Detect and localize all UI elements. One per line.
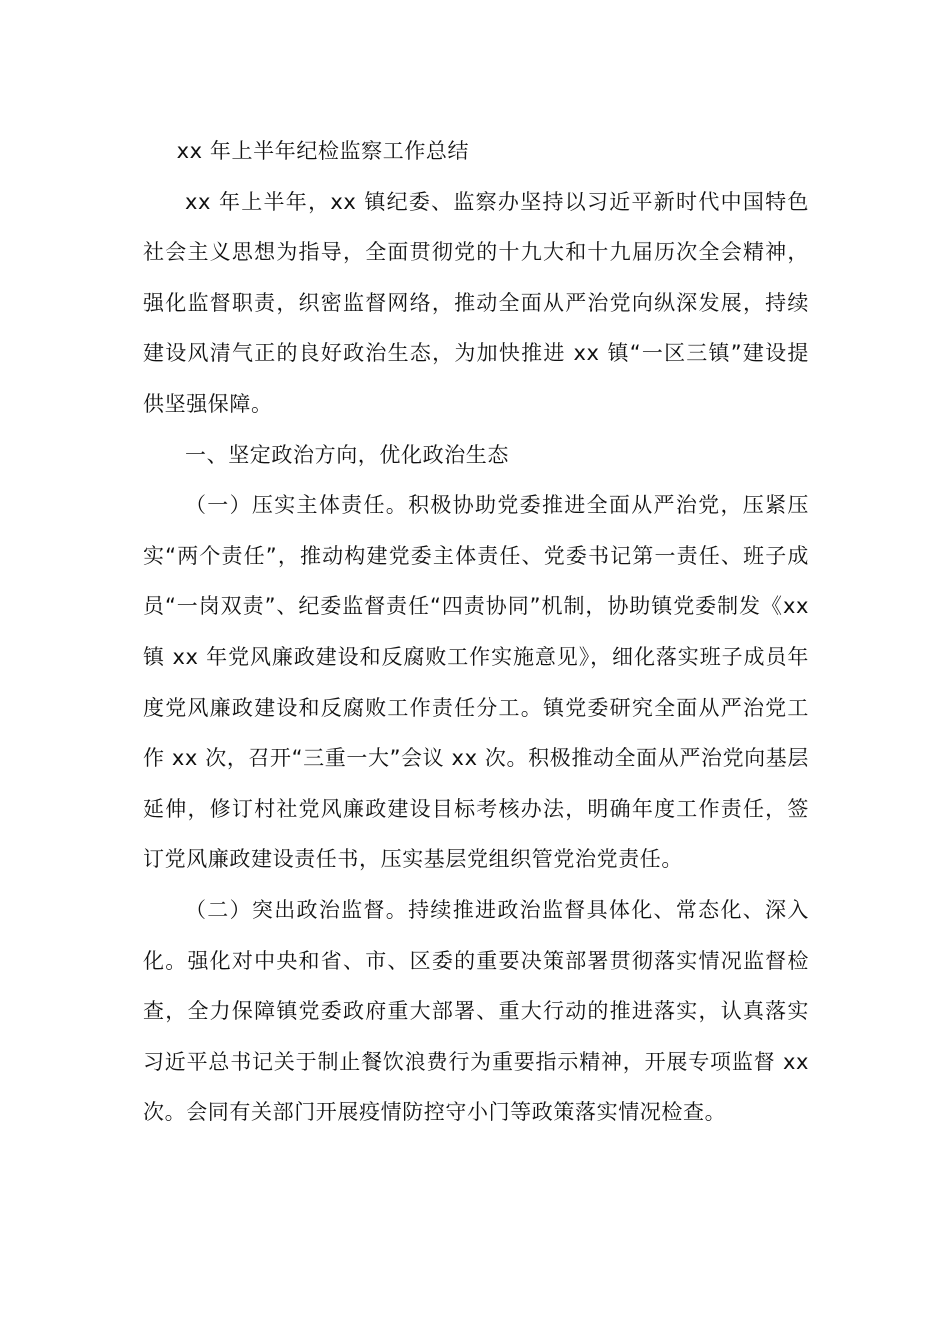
section-heading: 一、坚定政治方向，优化政治生态	[185, 442, 509, 467]
document-title: xx 年上半年纪检监察工作总结	[176, 139, 470, 163]
body-paragraph: （一）压实主体责任。积极协助党委推进全面从严治党，压紧压实“两个责任”，推动构建党委主体责任、党委书记第一责任、班子成员“一岗双责”、纪委监督责任“四责协同”机制，协助镇党委制发《xx 镇 xx 年党风廉政建设和反腐败工作实施意见》，细化落实班子成员年度党风廉政建设和反腐败工作责任分工。镇党委研究全面从严治党工作 xx 次，召开“三重一大”会议 xx 次。积极推动全面从严治党向基层延伸，修订村社党风廉政建设目标考核办法，明确年度工作责任，签订党风廉政建设责任书，压实基层党组织管党治党责任。	[143, 493, 809, 872]
intro-paragraph: xx 年上半年，xx 镇纪委、监察办坚持以习近平新时代中国特色社会主义思想为指导，全面贯彻党的十九大和十九届历次全会精神，强化监督职责，织密监督网络，推动全面从严治党向纵深发展，持续建设风清气正的良好政治生态，为加快推进 xx 镇“一区三镇”建设提供坚强保障。	[143, 189, 809, 416]
body-paragraph: （二）突出政治监督。持续推进政治监督具体化、常态化、深入化。强化对中央和省、市、区委的重要决策部署贯彻落实情况监督检查，全力保障镇党委政府重大部署、重大行动的推进落实，认真落实习近平总书记关于制止餐饮浪费行为重要指示精神，开展专项监督 xx 次。会同有关部门开展疫情防控守小门等政策落实情况检查。	[143, 897, 809, 1125]
document-body	[143, 126, 809, 1138]
